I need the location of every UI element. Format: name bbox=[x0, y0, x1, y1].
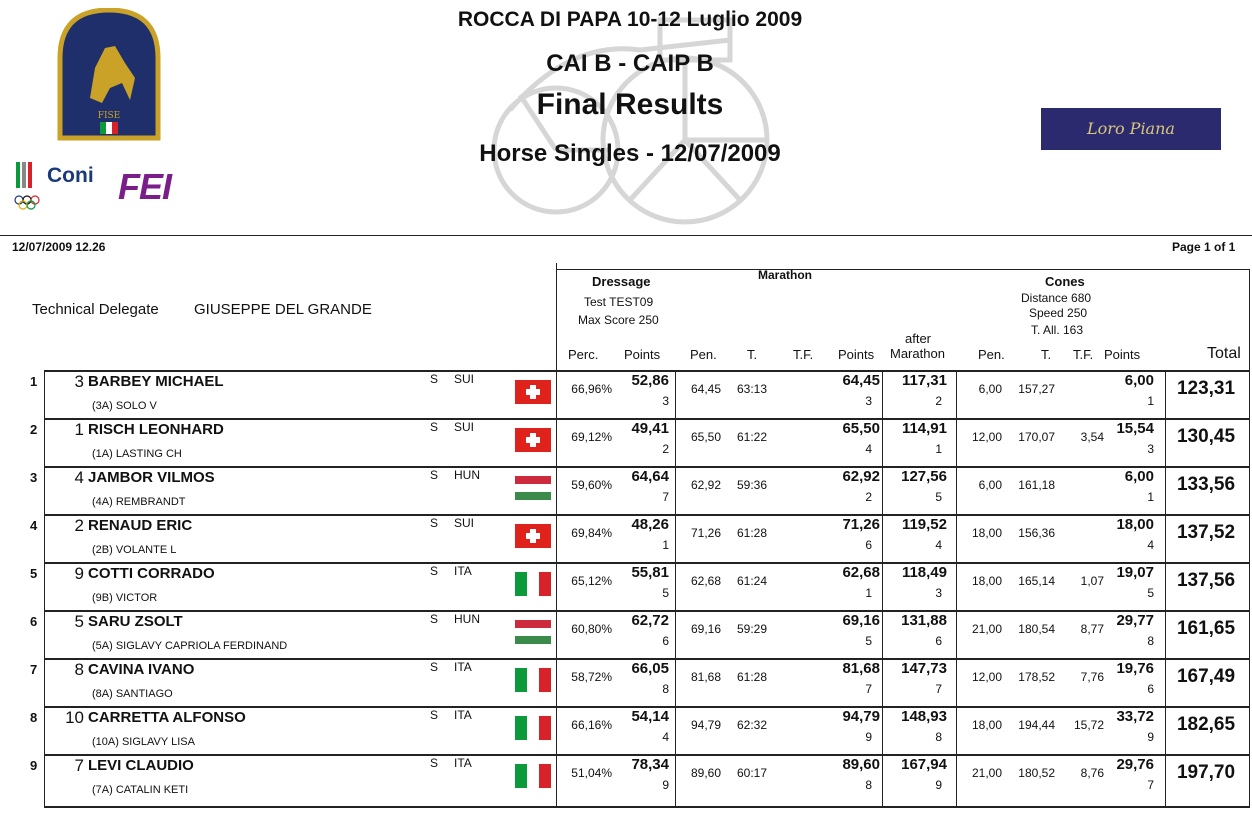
total-score: 182,65 bbox=[1176, 714, 1236, 735]
marathon-rank: 8 bbox=[865, 778, 872, 792]
total-score: 130,45 bbox=[1176, 426, 1236, 447]
cones-tf: 15,72 bbox=[1073, 718, 1104, 732]
coni-logo-text: Coni bbox=[47, 164, 94, 187]
cones-points: 6,00 bbox=[1124, 468, 1154, 485]
category-cell: S bbox=[430, 372, 439, 386]
start-number: 4 bbox=[74, 468, 84, 487]
cones-time: 156,36 bbox=[1018, 526, 1055, 540]
category-cell: S bbox=[430, 468, 439, 482]
col-perc: Perc. bbox=[568, 347, 599, 362]
col-cones-points: Points bbox=[1104, 347, 1141, 362]
cones-pen: 21,00 bbox=[971, 766, 1002, 780]
col-marathon-t: T. bbox=[747, 347, 758, 362]
cones-tf: 8,77 bbox=[1080, 622, 1104, 636]
italian-flag-icon bbox=[515, 572, 551, 596]
cones-time: 170,07 bbox=[1018, 430, 1055, 444]
driver-name: SARU ZSOLT bbox=[88, 613, 183, 630]
dressage-perc: 69,84% bbox=[571, 526, 612, 540]
marathon-pen: 71,26 bbox=[690, 526, 721, 540]
after-marathon-rank: 7 bbox=[935, 682, 942, 696]
cones-time: 180,52 bbox=[1018, 766, 1055, 780]
start-number: 9 bbox=[74, 564, 84, 583]
after-marathon-rank: 6 bbox=[935, 634, 942, 648]
rank-cell: 6 bbox=[30, 614, 38, 629]
table-row bbox=[0, 370, 1252, 418]
dressage-perc: 59,60% bbox=[571, 478, 612, 492]
cones-rank: 1 bbox=[1147, 394, 1154, 408]
dressage-test: Test TEST09 bbox=[584, 295, 654, 309]
marathon-points: 62,68 bbox=[842, 564, 880, 581]
driver-name: RENAUD ERIC bbox=[88, 517, 193, 534]
marathon-pen: 94,79 bbox=[690, 718, 721, 732]
category-cell: S bbox=[430, 516, 439, 530]
cones-rank: 9 bbox=[1147, 730, 1154, 744]
page-title: Final Results bbox=[536, 88, 724, 121]
dressage-perc: 51,04% bbox=[571, 766, 612, 780]
cones-pen: 12,00 bbox=[971, 670, 1002, 684]
swiss-flag-icon bbox=[515, 380, 551, 404]
start-number: 8 bbox=[74, 660, 84, 679]
horse-name: (9B) VICTOR bbox=[92, 592, 158, 604]
loro-piana-logo: Loro Piana bbox=[1041, 108, 1221, 150]
dressage-rank: 6 bbox=[662, 634, 669, 648]
cones-rank: 8 bbox=[1147, 634, 1154, 648]
cones-header: Cones bbox=[1045, 274, 1085, 289]
category-cell: S bbox=[430, 420, 439, 434]
after-marathon-rank: 3 bbox=[935, 586, 942, 600]
marathon-points: 64,45 bbox=[842, 372, 880, 389]
marathon-time: 61:22 bbox=[736, 430, 767, 444]
cones-points: 19,76 bbox=[1116, 660, 1154, 677]
cones-pen: 6,00 bbox=[978, 382, 1002, 396]
after-marathon-rank: 2 bbox=[935, 394, 942, 408]
after-marathon-points: 127,56 bbox=[901, 468, 947, 485]
table-row bbox=[0, 658, 1252, 706]
marathon-header: Marathon bbox=[758, 268, 812, 282]
start-number: 10 bbox=[65, 708, 84, 727]
cones-rank: 7 bbox=[1147, 778, 1154, 792]
after-marathon-rank: 5 bbox=[935, 490, 942, 504]
dressage-perc: 66,96% bbox=[571, 382, 612, 396]
total-score: 123,31 bbox=[1176, 378, 1236, 399]
cones-pen: 21,00 bbox=[971, 622, 1002, 636]
total-score: 161,65 bbox=[1176, 618, 1236, 639]
col-marathon-points: Points bbox=[838, 347, 875, 362]
nation-cell: SUI bbox=[454, 516, 475, 530]
col-total: Total bbox=[1207, 345, 1241, 362]
marathon-rank: 2 bbox=[865, 490, 872, 504]
horse-name: (5A) SIGLAVY CAPRIOLA FERDINAND bbox=[92, 640, 288, 652]
dressage-header: Dressage bbox=[592, 274, 651, 289]
after-marathon-points: 147,73 bbox=[901, 660, 947, 677]
col-cones-pen: Pen. bbox=[978, 347, 1005, 362]
cones-rank: 5 bbox=[1147, 586, 1154, 600]
marathon-pen: 62,68 bbox=[690, 574, 721, 588]
cones-rank: 4 bbox=[1147, 538, 1154, 552]
event-heading: ROCCA DI PAPA 10-12 Luglio 2009 bbox=[457, 8, 803, 31]
italian-flag-icon bbox=[515, 716, 551, 740]
cones-points: 29,77 bbox=[1116, 612, 1154, 629]
marathon-time: 60:17 bbox=[736, 766, 767, 780]
dressage-rank: 8 bbox=[662, 682, 669, 696]
dressage-points: 64,64 bbox=[631, 468, 669, 485]
nation-cell: SUI bbox=[454, 372, 475, 386]
start-number: 2 bbox=[74, 516, 84, 535]
horse-name: (3A) SOLO V bbox=[92, 400, 157, 412]
after-marathon-rank: 9 bbox=[935, 778, 942, 792]
cones-rank: 3 bbox=[1147, 442, 1154, 456]
technical-delegate-label: Technical Delegate bbox=[32, 301, 159, 318]
dressage-max: Max Score 250 bbox=[578, 313, 659, 327]
marathon-points: 62,92 bbox=[842, 468, 880, 485]
dressage-rank: 9 bbox=[662, 778, 669, 792]
after-marathon-points: 148,93 bbox=[901, 708, 947, 725]
page-indicator: Page 1 of 1 bbox=[1172, 240, 1236, 254]
marathon-rank: 4 bbox=[865, 442, 872, 456]
cones-time-allowed: T. All. 163 bbox=[1031, 323, 1084, 337]
cones-distance: Distance 680 bbox=[1021, 291, 1092, 305]
category-cell: S bbox=[430, 564, 439, 578]
cones-tf: 1,07 bbox=[1080, 574, 1104, 588]
driver-name: JAMBOR VILMOS bbox=[88, 469, 215, 486]
dressage-rank: 4 bbox=[662, 730, 669, 744]
swiss-flag-icon bbox=[515, 524, 551, 548]
after-marathon-points: 167,94 bbox=[901, 756, 947, 773]
cones-time: 157,27 bbox=[1018, 382, 1055, 396]
marathon-points: 89,60 bbox=[842, 756, 880, 773]
col-dressage-points: Points bbox=[624, 347, 661, 362]
cones-time: 165,14 bbox=[1018, 574, 1055, 588]
cones-points: 19,07 bbox=[1116, 564, 1154, 581]
after-marathon-points: 119,52 bbox=[901, 516, 947, 533]
cones-speed: Speed 250 bbox=[1029, 306, 1088, 320]
marathon-rank: 7 bbox=[865, 682, 872, 696]
table-row bbox=[0, 514, 1252, 562]
cones-points: 33,72 bbox=[1116, 708, 1154, 725]
cones-pen: 18,00 bbox=[971, 574, 1002, 588]
table-row bbox=[0, 706, 1252, 754]
rank-cell: 8 bbox=[30, 710, 38, 725]
after-marathon-rank: 4 bbox=[935, 538, 942, 552]
header-top-rule bbox=[556, 269, 1250, 270]
total-score: 167,49 bbox=[1176, 666, 1236, 687]
nation-cell: ITA bbox=[454, 660, 472, 674]
marathon-pen: 89,60 bbox=[690, 766, 721, 780]
header-divider bbox=[0, 235, 1252, 236]
horse-name: (7A) CATALIN KETI bbox=[92, 784, 189, 796]
horse-name: (2B) VOLANTE L bbox=[92, 544, 177, 556]
marathon-pen: 81,68 bbox=[690, 670, 721, 684]
col-cones-t: T. bbox=[1041, 347, 1052, 362]
dressage-perc: 66,16% bbox=[571, 718, 612, 732]
nation-cell: HUN bbox=[454, 468, 480, 482]
cones-pen: 6,00 bbox=[978, 478, 1002, 492]
total-score: 137,52 bbox=[1176, 522, 1236, 543]
marathon-time: 59:29 bbox=[736, 622, 767, 636]
dressage-points: 49,41 bbox=[631, 420, 669, 437]
marathon-time: 61:28 bbox=[736, 670, 767, 684]
after-marathon-rank: 1 bbox=[935, 442, 942, 456]
driver-name: BARBEY MICHAEL bbox=[88, 373, 224, 390]
rank-cell: 2 bbox=[30, 422, 38, 437]
cones-time: 178,52 bbox=[1018, 670, 1055, 684]
hungarian-flag-icon bbox=[515, 620, 551, 644]
marathon-time: 61:28 bbox=[736, 526, 767, 540]
cones-rank: 1 bbox=[1147, 490, 1154, 504]
dressage-rank: 2 bbox=[662, 442, 669, 456]
after-marathon-points: 118,49 bbox=[901, 564, 947, 581]
after-marathon-points: 117,31 bbox=[901, 372, 947, 389]
table-bottom-rule bbox=[44, 806, 1250, 808]
marathon-points: 65,50 bbox=[842, 420, 880, 437]
marathon-pen: 62,92 bbox=[690, 478, 721, 492]
cones-pen: 18,00 bbox=[971, 718, 1002, 732]
category-cell: S bbox=[430, 612, 439, 626]
dressage-perc: 60,80% bbox=[571, 622, 612, 636]
driver-name: RISCH LEONHARD bbox=[88, 421, 224, 438]
driver-name: COTTI CORRADO bbox=[88, 565, 215, 582]
start-number: 1 bbox=[74, 420, 84, 439]
nation-cell: SUI bbox=[454, 420, 475, 434]
col-marathon-tf: T.F. bbox=[793, 347, 814, 362]
horse-name: (10A) SIGLAVY LISA bbox=[92, 736, 195, 748]
dressage-rank: 1 bbox=[662, 538, 669, 552]
hungarian-flag-icon bbox=[515, 476, 551, 500]
rank-cell: 9 bbox=[30, 758, 38, 773]
col-cones-tf: T.F. bbox=[1073, 347, 1094, 362]
nation-cell: HUN bbox=[454, 612, 480, 626]
dressage-points: 48,26 bbox=[631, 516, 669, 533]
cones-pen: 18,00 bbox=[971, 526, 1002, 540]
cones-points: 6,00 bbox=[1124, 372, 1154, 389]
cones-points: 15,54 bbox=[1116, 420, 1154, 437]
after-marathon-points: 131,88 bbox=[901, 612, 947, 629]
rank-cell: 3 bbox=[30, 470, 38, 485]
dressage-rank: 3 bbox=[662, 394, 669, 408]
horse-name: (1A) LASTING CH bbox=[92, 448, 182, 460]
category-cell: S bbox=[430, 756, 439, 770]
marathon-points: 81,68 bbox=[842, 660, 880, 677]
technical-delegate-name: GIUSEPPE DEL GRANDE bbox=[194, 301, 372, 318]
marathon-pen: 65,50 bbox=[690, 430, 721, 444]
table-row bbox=[0, 610, 1252, 658]
dressage-rank: 7 bbox=[662, 490, 669, 504]
driver-name: CARRETTA ALFONSO bbox=[88, 709, 246, 726]
start-number: 3 bbox=[74, 372, 84, 391]
start-number: 5 bbox=[74, 612, 84, 631]
horse-name: (4A) REMBRANDT bbox=[92, 496, 186, 508]
table-row bbox=[0, 754, 1252, 802]
after-marathon-points: 114,91 bbox=[901, 420, 947, 437]
table-row bbox=[0, 418, 1252, 466]
col-marathon-pen: Pen. bbox=[690, 347, 717, 362]
category-cell: S bbox=[430, 660, 439, 674]
horse-name: (8A) SANTIAGO bbox=[92, 688, 173, 700]
italian-flag-icon bbox=[515, 668, 551, 692]
cones-tf: 3,54 bbox=[1080, 430, 1104, 444]
total-score: 137,56 bbox=[1176, 570, 1236, 591]
col-after-label-b: Marathon bbox=[890, 346, 945, 361]
fise-logo-text: FISE bbox=[97, 111, 121, 121]
cones-rank: 6 bbox=[1147, 682, 1154, 696]
table-row bbox=[0, 466, 1252, 514]
dressage-perc: 58,72% bbox=[571, 670, 612, 684]
cones-time: 194,44 bbox=[1018, 718, 1055, 732]
total-score: 133,56 bbox=[1176, 474, 1236, 495]
marathon-rank: 5 bbox=[865, 634, 872, 648]
nation-cell: ITA bbox=[454, 756, 472, 770]
dressage-points: 78,34 bbox=[631, 756, 669, 773]
dressage-points: 66,05 bbox=[631, 660, 669, 677]
nation-cell: ITA bbox=[454, 564, 472, 578]
fei-logo: FEI bbox=[118, 166, 172, 207]
dressage-points: 62,72 bbox=[631, 612, 669, 629]
cones-time: 180,54 bbox=[1018, 622, 1055, 636]
cones-tf: 7,76 bbox=[1080, 670, 1104, 684]
marathon-points: 94,79 bbox=[842, 708, 880, 725]
col-after-label-a: after bbox=[905, 331, 932, 346]
dressage-rank: 5 bbox=[662, 586, 669, 600]
marathon-rank: 6 bbox=[865, 538, 872, 552]
nation-cell: ITA bbox=[454, 708, 472, 722]
category-heading: CAI B - CAIP B bbox=[546, 50, 714, 77]
dressage-perc: 69,12% bbox=[571, 430, 612, 444]
rank-cell: 5 bbox=[30, 566, 38, 581]
category-cell: S bbox=[430, 708, 439, 722]
after-marathon-rank: 8 bbox=[935, 730, 942, 744]
cones-points: 29,76 bbox=[1116, 756, 1154, 773]
rank-cell: 7 bbox=[30, 662, 38, 677]
rank-cell: 4 bbox=[30, 518, 38, 533]
marathon-time: 62:32 bbox=[736, 718, 767, 732]
marathon-pen: 64,45 bbox=[690, 382, 721, 396]
driver-name: LEVI CLAUDIO bbox=[88, 757, 194, 774]
cones-time: 161,18 bbox=[1018, 478, 1055, 492]
marathon-pen: 69,16 bbox=[690, 622, 721, 636]
cones-points: 18,00 bbox=[1116, 516, 1154, 533]
marathon-points: 69,16 bbox=[842, 612, 880, 629]
marathon-rank: 9 bbox=[865, 730, 872, 744]
marathon-rank: 3 bbox=[865, 394, 872, 408]
rank-cell: 1 bbox=[30, 374, 38, 389]
marathon-time: 61:24 bbox=[736, 574, 767, 588]
start-number: 7 bbox=[74, 756, 84, 775]
marathon-points: 71,26 bbox=[842, 516, 880, 533]
driver-name: CAVINA IVANO bbox=[88, 661, 195, 678]
total-score: 197,70 bbox=[1176, 762, 1236, 783]
marathon-rank: 1 bbox=[865, 586, 872, 600]
dressage-perc: 65,12% bbox=[571, 574, 612, 588]
table-row bbox=[0, 562, 1252, 610]
dressage-points: 55,81 bbox=[631, 564, 669, 581]
cones-pen: 12,00 bbox=[971, 430, 1002, 444]
print-timestamp: 12/07/2009 12.26 bbox=[12, 240, 106, 254]
marathon-time: 63:13 bbox=[736, 382, 767, 396]
dressage-points: 52,86 bbox=[631, 372, 669, 389]
cones-tf: 8,76 bbox=[1080, 766, 1104, 780]
dressage-points: 54,14 bbox=[631, 708, 669, 725]
page-subtitle: Horse Singles - 12/07/2009 bbox=[479, 140, 781, 167]
swiss-flag-icon bbox=[515, 428, 551, 452]
marathon-time: 59:36 bbox=[736, 478, 767, 492]
italian-flag-icon bbox=[515, 764, 551, 788]
